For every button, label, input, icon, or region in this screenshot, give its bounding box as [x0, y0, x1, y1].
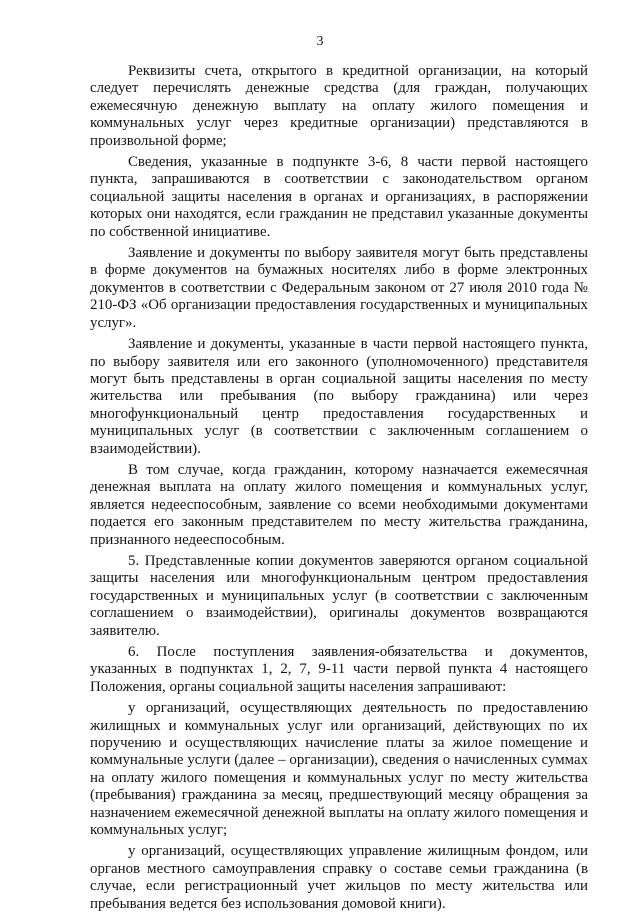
paragraph-submission-forms: Заявление и документы по выбору заявителя могут быть представлены в форме документов на бумажных носителях либо в форме электронных документов в соответствии с Федеральным законом от 27 июля 2010 года № 210-ФЗ «Об организации предоставления государственных и муниципальных услуг». — [90, 245, 588, 331]
paragraph-account-details: Реквизиты счета, открытого в кредитной организации, на который следует перечислять денежные средства (для граждан, получающих ежемесячную денежную выплату на оплату жилого помещения и коммунальных услуг через кредитные организации) представляются в произвольной форме; — [90, 63, 588, 149]
paragraph-legal-representative: В том случае, когда гражданин, которому назначается ежемесячная денежная выплата на оплату жилого помещения и коммунальных услуг, является недееспособным, заявление со всеми необходимыми документами подается его законным представителем по месту жительства гражданина, признанного недееспособным. — [90, 461, 588, 548]
paragraph-item-6: 6. После поступления заявления-обязательства и документов, указанных в подпунктах 1, 2, 7, 9-11 части первой пункта 4 настоящего Положения, органы социальной защиты населения запрашивают: — [90, 644, 588, 695]
paragraph-family-composition-request: у организаций, осуществляющих управление жилищным фондом, или органов местного самоуправления справку о составе семьи гражданина (в случае, если регистрационный учет жильцов по месту жительства или пребывания ведется без использования домовой книги). — [90, 843, 588, 912]
paragraph-submission-place: Заявление и документы, указанные в части первой настоящего пункта, по выбору заявителя или его законного (уполномоченного) представителя могут быть представлены в орган социальной защиты населения по месту жительства или пребывания (по выбору гражданина) или через многофункциональный центр предоставления государственных и муниципальных услуг (в соответствии с заключенным соглашением о взаимодействии). — [90, 336, 588, 457]
paragraph-item-5: 5. Представленные копии документов заверяются органом социальной защиты населения или многофункциональным центром предоставления государственных и муниципальных услуг (в соответствии с заключенным соглашением о взаимодействии), оригиналы документов возвращаются заявителю. — [90, 552, 588, 639]
paragraph-information-requests: Сведения, указанные в подпункте 3-6, 8 части первой настоящего пункта, запрашиваются в соответствии с законодательством органом социальной защиты населения в органах и организациях, в распоряжении которых они находятся, если гражданин не представил указанные документы по собственной инициативе. — [90, 154, 588, 240]
paragraph-housing-services-request: у организаций, осуществляющих деятельность по предоставлению жилищных и коммунальных услуг или организаций, действующих по их поручению и осуществляющих начисление платы за жилое помещение и коммунальные услуги (далее – организации), сведения о начисленных суммах на оплату жилого помещения и коммунальных услуг по месту жительства (пребывания) гражданина за месяц, предшествующий месяцу обращения за назначением ежемесячной денежной выплаты на оплату жилого помещения и коммунальных услуг; — [90, 700, 588, 839]
page-number: 3 — [316, 34, 324, 49]
document-body — [90, 63, 588, 913]
